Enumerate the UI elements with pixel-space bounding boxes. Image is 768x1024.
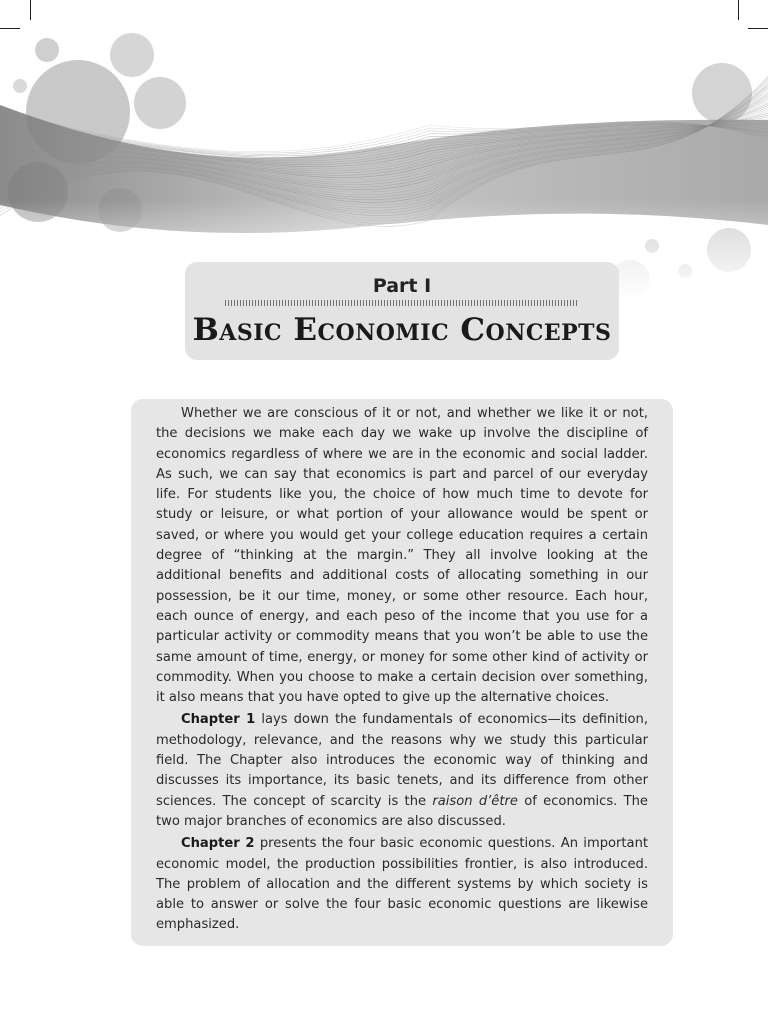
- decorative-wave-banner: [0, 0, 768, 300]
- chapter-1-text-b: of economics. The two major branches of economics are also discussed.: [156, 793, 648, 829]
- intro-paragraph-1: Whether we are conscious of it or not, and whether we like it or not, the decisions we make each day we wake up involve the discipline of economics regardless of where we are in the economic and social ladder. As such, we can say that economics is part and parcel of our everyday life. For students like you, the choice of how much time to devote for study or leisure, or what portion of your allowance would be spent or saved, or where you would get your college education requires a certain degree of “thinking at the margin.” They all involve looking at the additional benefits and additional costs of allocating something in our possession, be it our time, money, or some other resource. Each hour, each ounce of energy, and each peso of the income that you use for a particular activity or commodity means that you won’t be able to use the same amount of time, energy, or money for some other kind of activity or commodity. When you choose to make a certain decision over something, it also means that you have opted to give up the alternative choices.: [156, 406, 648, 706]
- page-title: Basic Economic Concepts: [192, 312, 612, 348]
- chapter-2-text: presents the four basic economic questions. An important economic model, the production possibilities frontier, is also introduced. The problem of allocation and the different systems by which society is able to answer or solve the four basic economic questions are likewise emphasized.: [156, 836, 648, 933]
- part-title-box: [185, 262, 619, 360]
- chapter-1-label: Chapter 1: [181, 712, 256, 728]
- intro-text: [156, 404, 648, 938]
- intro-box: [131, 399, 673, 946]
- chapter-2-label: Chapter 2: [181, 836, 255, 852]
- title-divider: [225, 300, 579, 306]
- part-label: Part I: [372, 275, 432, 297]
- chapter-1-italic: raison d’être: [432, 793, 518, 809]
- chapter-1-text-a: lays down the fundamentals of economics—its definition, methodology, relevance, and the reasons why we study this particular field. The Chapter also introduces the economic way of thinking and discusses its importance, its basic tenets, and its difference from other sciences. The concept of scarcity is the: [156, 712, 649, 809]
- intro-paragraph-2: [156, 710, 648, 832]
- intro-paragraph-3: [156, 834, 648, 935]
